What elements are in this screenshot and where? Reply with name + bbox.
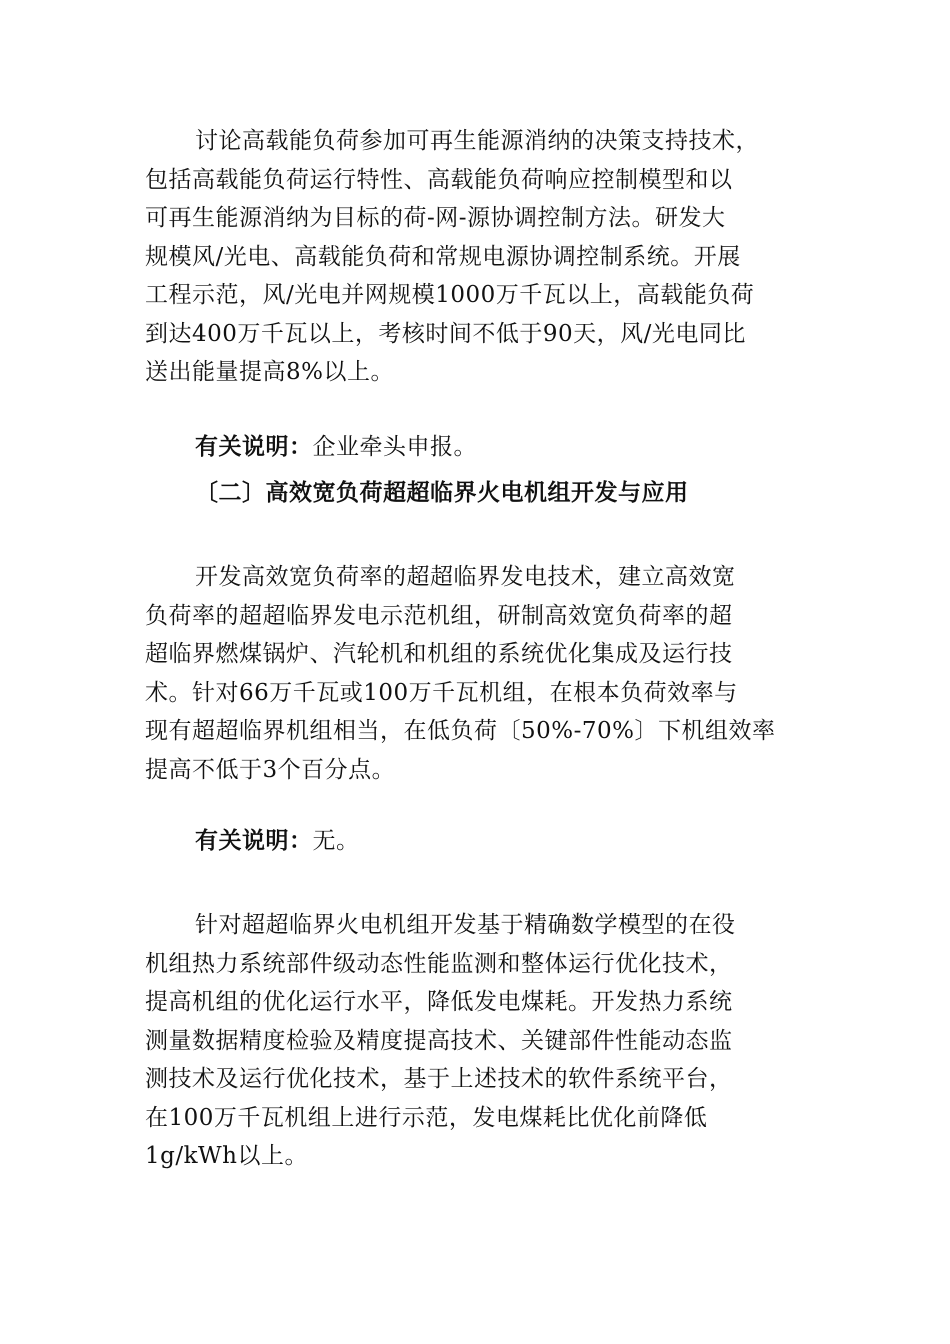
section-heading: 〔二〕高效宽负荷超超临界火电机组开发与应用	[195, 479, 689, 506]
paragraph-line: 负荷率的超超临界发电示范机组，研制高效宽负荷率的超	[145, 602, 733, 629]
paragraph-line: 在100万千瓦机组上进行示范，发电煤耗比优化前降低	[145, 1104, 708, 1131]
note-label: 有关说明：	[195, 827, 313, 854]
paragraph-line: 送出能量提高8%以上。	[145, 359, 394, 385]
paragraph-line: 讨论高载能负荷参加可再生能源消纳的决策支持技术，	[195, 128, 759, 154]
paragraph-line: 包括高载能负荷运行特性、高载能负荷响应控制模型和以	[145, 166, 733, 193]
note-text: 企业牵头申报。	[312, 434, 477, 460]
paragraph-line: 可再生能源消纳为目标的荷-网-源协调控制方法。研发大	[145, 205, 726, 231]
paragraph-renewable-consumption	[145, 122, 810, 392]
note-line-2	[195, 822, 360, 861]
paragraph-line: 提高机组的优化运行水平，降低发电煤耗。开发热力系统	[145, 989, 733, 1015]
paragraph-line: 机组热力系统部件级动态性能监测和整体运行优化技术，	[145, 950, 733, 977]
paragraph-line: 提高不低于3个百分点。	[145, 756, 396, 783]
note-line-1	[195, 428, 477, 467]
paragraph-line: 规模风/光电、高载能负荷和常规电源协调控制系统。开展	[145, 243, 741, 270]
paragraph-line: 针对超超临界火电机组开发基于精确数学模型的在役	[195, 912, 736, 938]
note-text: 无。	[312, 828, 360, 854]
paragraph-line: 1g/kWh以上。	[145, 1143, 308, 1169]
paragraph-ultra-supercritical	[145, 558, 810, 789]
paragraph-performance-monitoring	[145, 906, 810, 1176]
paragraph-line: 到达400万千瓦以上，考核时间不低于90天，风/光电同比	[145, 320, 746, 347]
paragraph-line: 工程示范，风/光电并网规模1000万千瓦以上，高载能负荷	[145, 282, 755, 308]
paragraph-line: 术。针对66万千瓦或100万千瓦机组，在根本负荷效率与	[145, 679, 738, 706]
paragraph-line: 测量数据精度检验及精度提高技术、关键部件性能动态监	[145, 1027, 733, 1054]
paragraph-line: 超临界燃煤锅炉、汽轮机和机组的系统优化集成及运行技	[145, 641, 733, 667]
paragraph-line: 现有超超临界机组相当，在低负荷〔50%-70%〕下机组效率	[145, 718, 776, 744]
note-label: 有关说明：	[195, 433, 313, 460]
paragraph-line: 开发高效宽负荷率的超超临界发电技术，建立高效宽	[195, 564, 736, 590]
paragraph-line: 测技术及运行优化技术，基于上述技术的软件系统平台，	[145, 1066, 733, 1092]
